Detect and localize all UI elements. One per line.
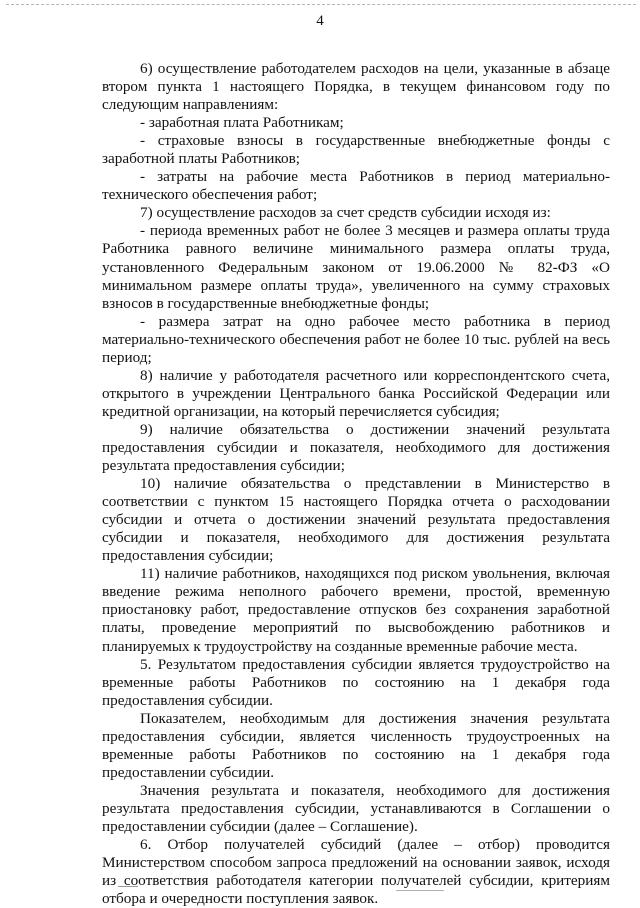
- paragraph-indicator: Показателем, необходимым для достижения значения результата предоставления субсидии, является численность трудоустроенных на временные работы Работников по состоянию на 1 декабря года предоставлении субсидии.: [102, 709, 610, 781]
- page-number: 4: [316, 13, 324, 29]
- document-body: [102, 60, 610, 908]
- paragraph-clause-5: 5. Результатом предоставления субсидии является трудоустройство на временные работы Работников по состоянию на 1 декабря года предоставления субсидии.: [102, 655, 610, 709]
- paragraph-item-7: 7) осуществление расходов за счет средств субсидии исходя из:: [140, 204, 551, 222]
- paragraph-salary: - заработная плата Работникам;: [140, 114, 344, 132]
- paragraph-item-10: 10) наличие обязательства о представлении в Министерство в соответствии с пунктом 15 настоящего Порядка отчета о расходовании субсидии и отчета о достижении значений результата предоставления субсидии и показателя, необходимого для достижения результата предоставления субсидии;: [102, 475, 610, 565]
- paragraph-item-8: 8) наличие у работодателя расчетного или корреспондентского счета, открытого в учреждении Центрального банка Российской Федерации или кредитной организации, на который перечисляется субсидия;: [102, 366, 610, 420]
- paragraph-values: Значения результата и показателя, необходимого для достижения результата предоставления субсидии, устанавливаются в Соглашении о предоставлении субсидии (далее – Соглашение).: [102, 781, 610, 835]
- scan-mark: [118, 886, 138, 887]
- paragraph-period: - периода временных работ не более 3 месяцев и размера оплаты труда Работника равного величине минимального размера оплаты труда, установленного Федеральным законом от 19.06.2000 № 82-ФЗ «О минимальном размере оплаты труда», увеличенного на сумму страховых взносов в государственные внебюджетные фонды;: [102, 222, 610, 312]
- paragraph-item-11: 11) наличие работников, находящихся под риском увольнения, включая введение режима неполного рабочего времени, простой, временную приостановку работ, предоставление отпусков без сохранения заработной платы, проведение мероприятий по высвобождению работников и планируемых к трудоустройству на созданные временные рабочие места.: [102, 565, 610, 655]
- paragraph-insurance: - страховые взносы в государственные внебюджетные фонды с заработной платы Работников;: [102, 132, 610, 168]
- paragraph-item-6: 6) осуществление работодателем расходов на цели, указанные в абзаце втором пункта 1 настоящего Порядка, в текущем финансовом году по следующим направлениям:: [102, 60, 610, 114]
- scan-edge-line: [6, 4, 636, 5]
- paragraph-cost-limit: - размера затрат на одно рабочее место работника в период материально-технического обеспечения работ не более 10 тыс. рублей на весь период;: [102, 312, 610, 366]
- paragraph-item-9: 9) наличие обязательства о достижении значений результата предоставления субсидии и показателя, необходимого для достижения результата предоставления субсидии;: [102, 420, 610, 475]
- paragraph-workplace-costs: - затраты на рабочие места Работников в период материально-технического обеспечения работ;: [102, 168, 610, 204]
- scan-mark: [396, 890, 444, 891]
- paragraph-clause-6: 6. Отбор получателей субсидий (далее – отбор) проводится Министерством способом запроса предложений на основании заявок, исходя из соответствия работодателя категории получателей субсидии, критериям отбора и очередности поступления заявок.: [102, 836, 610, 908]
